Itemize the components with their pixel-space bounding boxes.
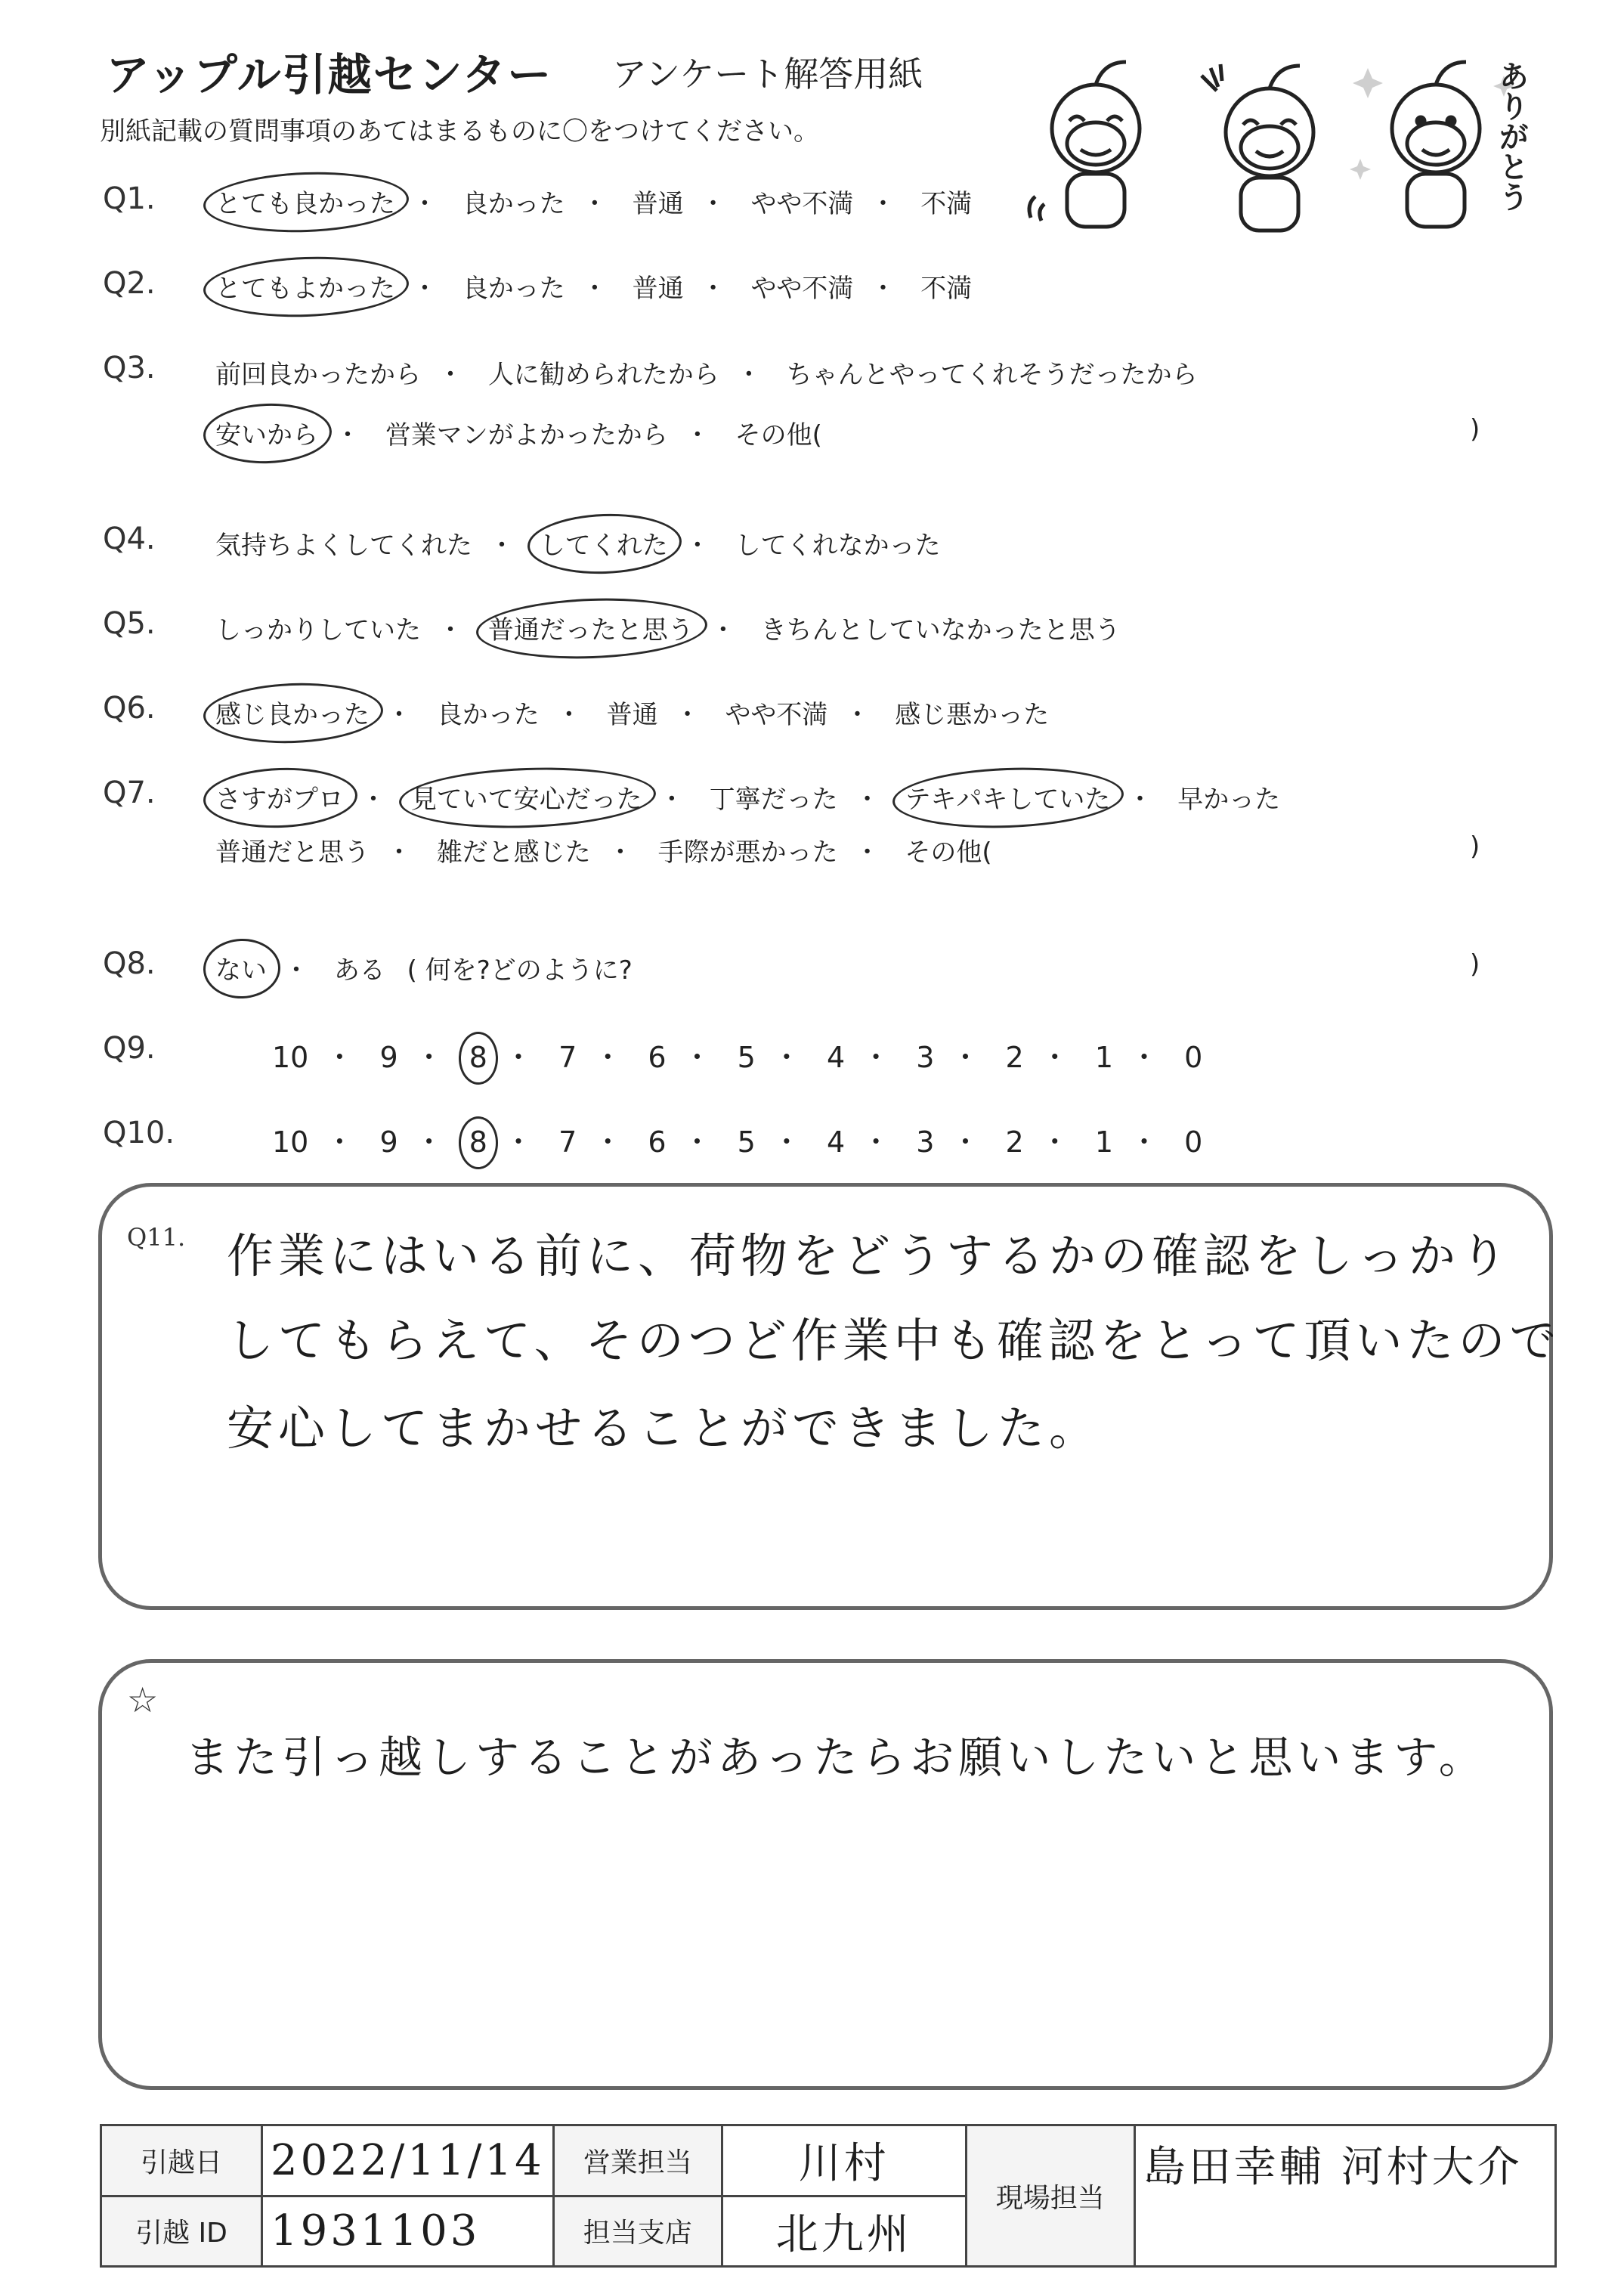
q1-option-slightly-unsatisfied[interactable]: やや不満 (750, 189, 854, 219)
q2-option-slightly-unsatisfied[interactable]: やや不満 (750, 274, 854, 304)
q9-score-1[interactable]: 1 (1094, 1041, 1114, 1074)
q10-score-0[interactable]: 0 (1184, 1125, 1203, 1159)
q11-answer-line-3: 安心してまかせることができました。 (227, 1401, 1101, 1456)
q9-score-2[interactable]: 2 (1005, 1041, 1024, 1074)
q4-option-pleasant[interactable]: 気持ちよくしてくれた (215, 531, 472, 561)
q6-option-bad[interactable]: 感じ悪かった (895, 700, 1050, 730)
q5-option-solid[interactable]: しっかりしていた (215, 615, 421, 645)
field-staff-label: 現場担当 (966, 2125, 1134, 2267)
q1-label: Q1. (103, 181, 156, 216)
q3-options-line1: 前回良かったから ・ 人に勧められたから ・ ちゃんとやってくれそうだったから (215, 354, 1198, 391)
q9-score-4[interactable]: 4 (826, 1041, 846, 1074)
q3-option-salesperson[interactable]: 営業マンがよかったから (385, 420, 668, 450)
q3-option-recommended[interactable]: 人に勧められたから (487, 360, 719, 390)
q9-score-0[interactable]: 0 (1184, 1041, 1203, 1074)
q1-option-very-good[interactable]: とても良かった (215, 183, 395, 220)
q10-score-3[interactable]: 3 (916, 1125, 935, 1159)
q1-options: とても良かった ・ 良かった ・ 普通 ・ やや不満 ・ 不満 (215, 183, 972, 220)
q1-option-normal[interactable]: 普通 (632, 189, 684, 219)
q10-score-7[interactable]: 7 (558, 1125, 577, 1159)
q8-option-none[interactable]: ない (215, 949, 267, 986)
form-subtitle: アンケート解答用紙 (612, 54, 923, 94)
q9-score-7[interactable]: 7 (558, 1041, 577, 1074)
q10-score-2[interactable]: 2 (1005, 1125, 1024, 1159)
q8-option-some[interactable]: ある (333, 955, 385, 986)
q10-score-10[interactable]: 10 (272, 1125, 309, 1159)
q9-score-10[interactable]: 10 (272, 1041, 309, 1074)
q7-other-close: ) (1470, 831, 1480, 862)
q2-option-good[interactable]: 良かった (462, 274, 565, 304)
q7-option-efficient[interactable]: テキパキしていた (905, 779, 1110, 816)
q7-option-normal[interactable]: 普通だと思う (215, 837, 370, 868)
q10-score-9[interactable]: 9 (379, 1125, 398, 1159)
q7-label: Q7. (103, 776, 156, 810)
q3-label: Q3. (103, 351, 156, 385)
sales-label: 営業担当 (553, 2125, 722, 2196)
q6-options: 感じ良かった ・ 良かった ・ 普通 ・ やや不満 ・ 感じ悪かった (215, 694, 1049, 731)
q9-score-6[interactable]: 6 (648, 1041, 667, 1074)
move-info-table (100, 2124, 1557, 2268)
q3-other-close: ) (1470, 414, 1480, 444)
sales-value[interactable]: 川村 (722, 2125, 966, 2196)
q6-option-slightly-unsatisfied[interactable]: やや不満 (725, 700, 828, 730)
field-staff-value[interactable]: 島田幸輔 河村大介 (1134, 2125, 1555, 2267)
q9-score-9[interactable]: 9 (379, 1041, 398, 1074)
q5-option-not-proper[interactable]: きちんとしていなかったと思う (760, 615, 1121, 645)
q1-option-good[interactable]: 良かった (462, 189, 565, 219)
move-id-value[interactable]: 1931103 (262, 2196, 554, 2267)
q4-option-did-not[interactable]: してくれなかった (735, 531, 941, 561)
q8-close: ) (1470, 949, 1480, 980)
q3-option-cheap[interactable]: 安いから (215, 414, 318, 451)
q9-scale: 10 ・ 9 ・ 8 ・ 7 ・ 6 ・ 5 ・ 4 ・ 3 ・ 2 ・ 1 ・ 0 (272, 1041, 1203, 1074)
branch-value[interactable]: 北九州 (722, 2196, 966, 2267)
q9-label: Q9. (103, 1031, 156, 1066)
q2-option-very-good[interactable]: とてもよかった (215, 268, 395, 305)
q7-options-line2: 普通だと思う ・ 雑だと感じた ・ 手際が悪かった ・ その他( (215, 831, 992, 868)
q6-option-good[interactable]: 良かった (436, 700, 540, 730)
q1-option-unsatisfied[interactable]: 不満 (920, 189, 973, 219)
move-date-value[interactable]: 2022/11/14 (262, 2125, 554, 2196)
q7-option-professional[interactable]: さすがプロ (215, 779, 344, 816)
star-icon: ☆ (127, 1679, 159, 1720)
q2-options: とてもよかった ・ 良かった ・ 普通 ・ やや不満 ・ 不満 (215, 268, 972, 305)
q10-score-6[interactable]: 6 (648, 1125, 667, 1159)
q7-option-reassuring[interactable]: 見ていて安心だった (411, 779, 642, 816)
q7-option-other[interactable]: その他( (905, 837, 992, 868)
instructions: 別紙記載の質問事項のあてはまるものに〇をつけてください。 (100, 116, 819, 147)
q3-option-other[interactable]: その他( (735, 420, 822, 450)
q11-answer-line-1: 作業にはいる前に、荷物をどうするかの確認をしっかり (227, 1228, 1512, 1283)
q10-score-5[interactable]: 5 (737, 1125, 756, 1159)
mascot-illustration (1013, 45, 1557, 242)
q4-label: Q4. (103, 522, 156, 556)
q6-label: Q6. (103, 691, 156, 726)
q7-option-clumsy[interactable]: 手際が悪かった (657, 837, 838, 868)
q3-option-reliable[interactable]: ちゃんとやってくれそうだったから (786, 360, 1198, 390)
q7-option-rough[interactable]: 雑だと感じた (436, 837, 591, 868)
q2-option-unsatisfied[interactable]: 不満 (920, 274, 973, 304)
q9-score-8[interactable]: 8 (469, 1041, 487, 1074)
q3-option-previous-good[interactable]: 前回良かったから (215, 360, 421, 390)
q6-option-nice[interactable]: 感じ良かった (215, 694, 370, 731)
q10-scale: 10 ・ 9 ・ 8 ・ 7 ・ 6 ・ 5 ・ 4 ・ 3 ・ 2 ・ 1 ・ 0 (272, 1125, 1203, 1159)
move-id-label: 引越 ID (101, 2196, 262, 2267)
q8-label: Q8. (103, 946, 156, 981)
q7-option-polite[interactable]: 丁寧だった (709, 785, 838, 815)
branch-label: 担当支店 (553, 2196, 722, 2267)
q3-options-line2: 安いから ・ 営業マンがよかったから ・ その他( (215, 414, 822, 451)
q2-option-normal[interactable]: 普通 (632, 274, 684, 304)
q8-detail-prompt: ( 何を?どのように? (407, 955, 633, 986)
q9-score-3[interactable]: 3 (916, 1041, 935, 1074)
q5-options: しっかりしていた ・ 普通だったと思う ・ きちんとしていなかったと思う (215, 609, 1121, 646)
comment-text: また引っ越しすることがあったらお願いしたいと思います。 (185, 1732, 1487, 1783)
q10-score-4[interactable]: 4 (826, 1125, 846, 1159)
q10-label: Q10. (103, 1116, 175, 1150)
q10-score-8[interactable]: 8 (469, 1125, 487, 1159)
q7-option-fast[interactable]: 早かった (1177, 785, 1281, 815)
q5-option-normal[interactable]: 普通だったと思う (488, 609, 694, 646)
q5-label: Q5. (103, 606, 156, 641)
q11-label: Q11. (127, 1223, 186, 1252)
q11-answer-line-2: してもらえて、そのつど作業中も確認をとって頂いたので (227, 1313, 1561, 1368)
q7-options-line1: さすがプロ ・ 見ていて安心だった ・ 丁寧だった ・ テキパキしていた ・ 早かった (215, 779, 1280, 816)
q8-options: ない ・ ある ( 何を?どのように? (215, 949, 633, 986)
q6-option-normal[interactable]: 普通 (606, 700, 658, 730)
q4-option-did[interactable]: してくれた (540, 525, 668, 562)
q9-score-5[interactable]: 5 (737, 1041, 756, 1074)
thanks-text: ありがとう (1494, 60, 1529, 212)
q2-label: Q2. (103, 266, 156, 301)
q10-score-1[interactable]: 1 (1094, 1125, 1114, 1159)
q4-options: 気持ちよくしてくれた ・ してくれた ・ してくれなかった (215, 525, 941, 562)
company-title: アップル引越センター (106, 49, 553, 101)
move-date-label: 引越日 (101, 2125, 262, 2196)
